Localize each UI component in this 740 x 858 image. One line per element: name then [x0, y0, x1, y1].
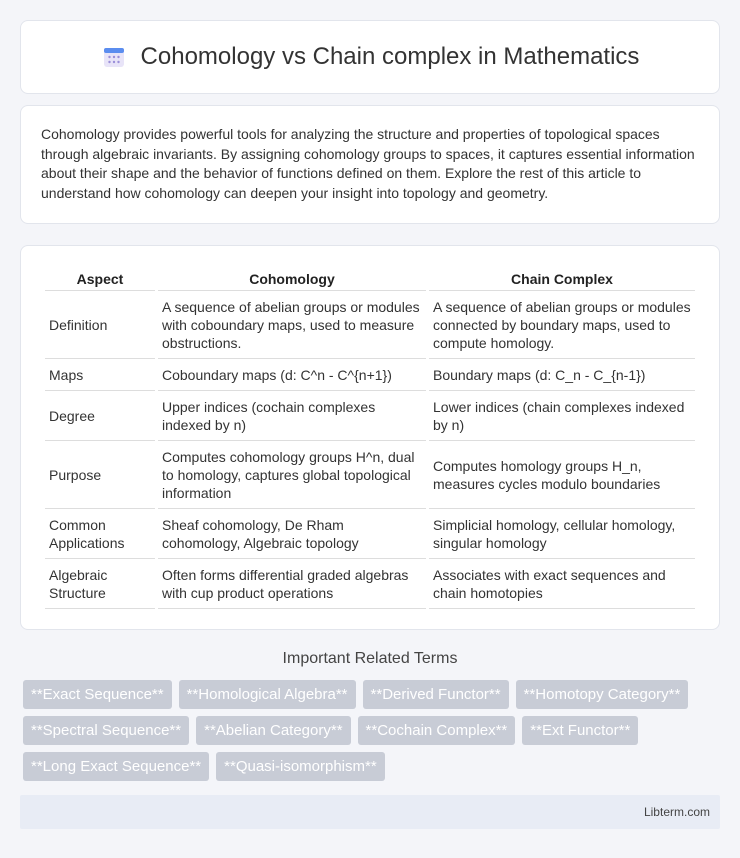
row-aspect: Degree	[45, 391, 155, 441]
related-term-tag[interactable]: **Homotopy Category**	[516, 680, 689, 709]
table-row	[45, 391, 695, 441]
related-term-tag[interactable]: **Abelian Category**	[196, 716, 350, 745]
intro-card	[20, 105, 720, 224]
related-term-tag[interactable]: **Derived Functor**	[363, 680, 509, 709]
related-terms-title: Important Related Terms	[282, 650, 458, 667]
table-row	[45, 359, 695, 391]
row-aspect: Definition	[45, 291, 155, 359]
footer	[20, 795, 720, 829]
footer-site-link[interactable]: Libterm.com	[643, 805, 710, 819]
table-row	[45, 291, 695, 359]
row-aspect: Algebraic Structure	[45, 559, 155, 609]
table-row	[45, 559, 695, 609]
row-cohomology: Computes cohomology groups H^n, dual to homology, captures global topological information	[158, 441, 426, 509]
related-term-tag[interactable]: **Exact Sequence**	[23, 680, 172, 709]
related-term-tag[interactable]: **Long Exact Sequence**	[23, 752, 209, 781]
row-aspect: Maps	[45, 359, 155, 391]
related-terms-list	[20, 680, 720, 781]
comparison-table	[42, 266, 698, 609]
intro-text: Cohomology provides powerful tools for analyzing the structure and properties of topological spaces through algebraic invariants. By assigning cohomology groups to spaces, it captures essential information about their shape and the behavior of functions defined on them. Explore the rest of this article to understand how cohomology can deepen your insight into topology and geometry.	[41, 126, 695, 201]
related-term-tag[interactable]: **Spectral Sequence**	[23, 716, 189, 745]
row-chain-complex: Computes homology groups H_n, measures cycles modulo boundaries	[429, 441, 695, 509]
related-term-tag[interactable]: **Ext Functor**	[522, 716, 638, 745]
table-row	[45, 441, 695, 509]
header-chain-complex: Chain Complex	[429, 266, 695, 291]
row-aspect: Common Applications	[45, 509, 155, 559]
row-chain-complex: A sequence of abelian groups or modules connected by boundary maps, used to compute homology.	[429, 291, 695, 359]
row-chain-complex: Simplicial homology, cellular homology, singular homology	[429, 509, 695, 559]
row-aspect: Purpose	[45, 441, 155, 509]
row-chain-complex: Lower indices (chain complexes indexed by n)	[429, 391, 695, 441]
row-chain-complex: Boundary maps (d: C_n - C_{n-1})	[429, 359, 695, 391]
row-cohomology: Coboundary maps (d: C^n - C^{n+1})	[158, 359, 426, 391]
row-cohomology: A sequence of abelian groups or modules with coboundary maps, used to measure obstructions.	[158, 291, 426, 359]
table-row	[45, 509, 695, 559]
related-term-tag[interactable]: **Homological Algebra**	[179, 680, 356, 709]
row-cohomology: Often forms differential graded algebras with cup product operations	[158, 559, 426, 609]
header-aspect: Aspect	[45, 266, 155, 291]
header-cohomology: Cohomology	[158, 266, 426, 291]
table-header-row	[45, 266, 695, 291]
row-chain-complex: Associates with exact sequences and chain homotopies	[429, 559, 695, 609]
page-title: Cohomology vs Chain complex in Mathematics	[140, 43, 640, 70]
row-cohomology: Sheaf cohomology, De Rham cohomology, Algebraic topology	[158, 509, 426, 559]
title-card	[20, 20, 720, 94]
related-term-tag[interactable]: **Quasi-isomorphism**	[216, 752, 385, 781]
comparison-card	[20, 245, 720, 630]
calendar-grid-icon	[101, 44, 127, 70]
row-cohomology: Upper indices (cochain complexes indexed by n)	[158, 391, 426, 441]
related-term-tag[interactable]: **Cochain Complex**	[358, 716, 516, 745]
